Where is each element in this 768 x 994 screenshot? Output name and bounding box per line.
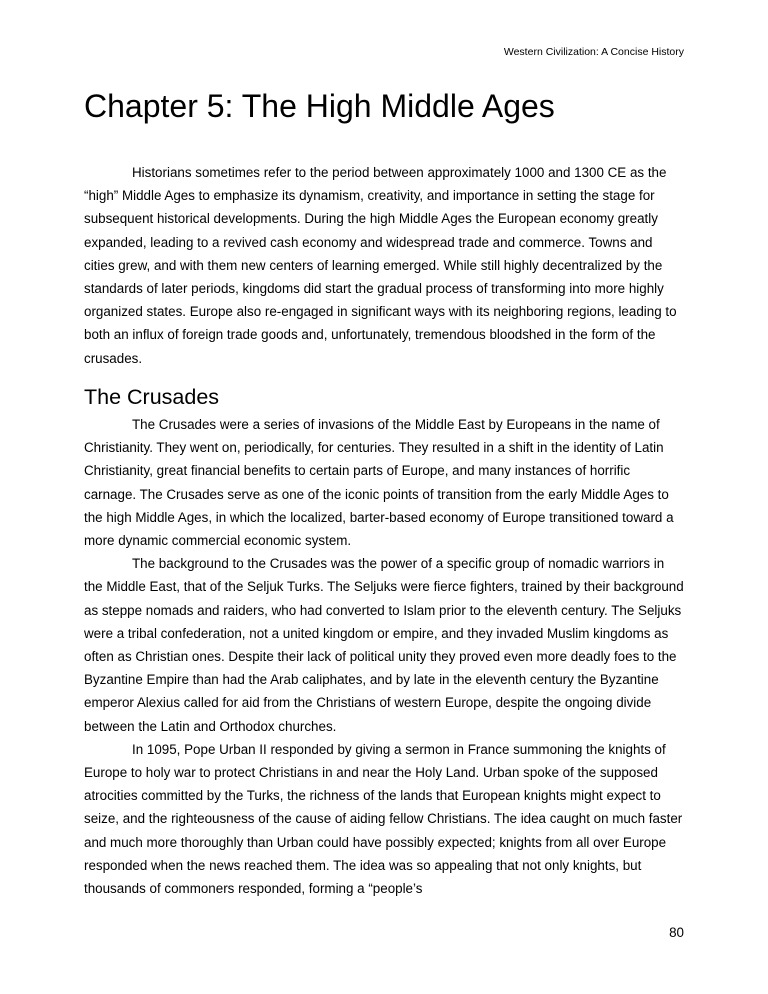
page-number: 80 <box>669 925 684 940</box>
intro-section <box>84 161 684 370</box>
section-heading: The Crusades <box>84 385 220 409</box>
running-header: Western Civilization: A Concise History <box>503 46 684 58</box>
body-paragraph: In 1095, Pope Urban II responded by giving a sermon in France summoning the knights of Europe to holy war to protect Christians in and near the Holy Land. Urban spoke of the supposed atrocities committed by the Turks, the richness of the lands that European knights might expect to seize, and the righteousness of the cause of aiding fellow Christians. The idea caught on much faster and much more thoroughly than Urban could have possibly expected; knights from all over Europe responded when the news reached them. The idea was so appealing that not only knights, but thousands of commoners responded, forming a “people’s <box>84 741 683 897</box>
crusades-section <box>84 413 684 900</box>
chapter-title: Chapter 5: The High Middle Ages <box>84 88 555 124</box>
body-paragraph: The background to the Crusades was the power of a specific group of nomadic warriors in the Middle East, that of the Seljuk Turks. The Seljuks were fierce fighters, trained by their background as steppe nomads and raiders, who had converted to Islam prior to the eleventh century. The Seljuks were a tribal confederation, not a united kingdom or empire, and they invaded Muslim kingdoms as often as Christian ones. Despite their lack of political unity they proved even more deadly foes to the Byzantine Empire than had the Arab caliphates, and by late in the eleventh century the Byzantine emperor Alexius called for aid from the Christians of western Europe, despite the ongoing divide between the Latin and Orthodox churches. <box>84 556 684 734</box>
intro-paragraph: Historians sometimes refer to the period between approximately 1000 and 1300 CE as the “high” Middle Ages to emphasize its dynamism, creativity, and importance in setting the stage for subsequent historical developments. During the high Middle Ages the European economy greatly expanded, leading to a revived cash economy and widespread trade and commerce. Towns and cities grew, and with them new centers of learning emerged. While still highly decentralized by the standards of later periods, kingdoms did start the gradual process of transforming into more highly organized states. Europe also re-engaged in significant ways with its neighboring regions, leading to both an influx of foreign trade goods and, unfortunately, tremendous bloodshed in the form of the crusades. <box>84 165 677 366</box>
body-paragraph: The Crusades were a series of invasions of the Middle East by Europeans in the name of Christianity. They went on, periodically, for centuries. They resulted in a shift in the identity of Latin Christianity, great financial benefits to certain parts of Europe, and many instances of horrific carnage. The Crusades serve as one of the iconic points of transition from the early Middle Ages to the high Middle Ages, in which the localized, barter-based economy of Europe transitioned toward a more dynamic commercial economic system. <box>84 417 674 549</box>
